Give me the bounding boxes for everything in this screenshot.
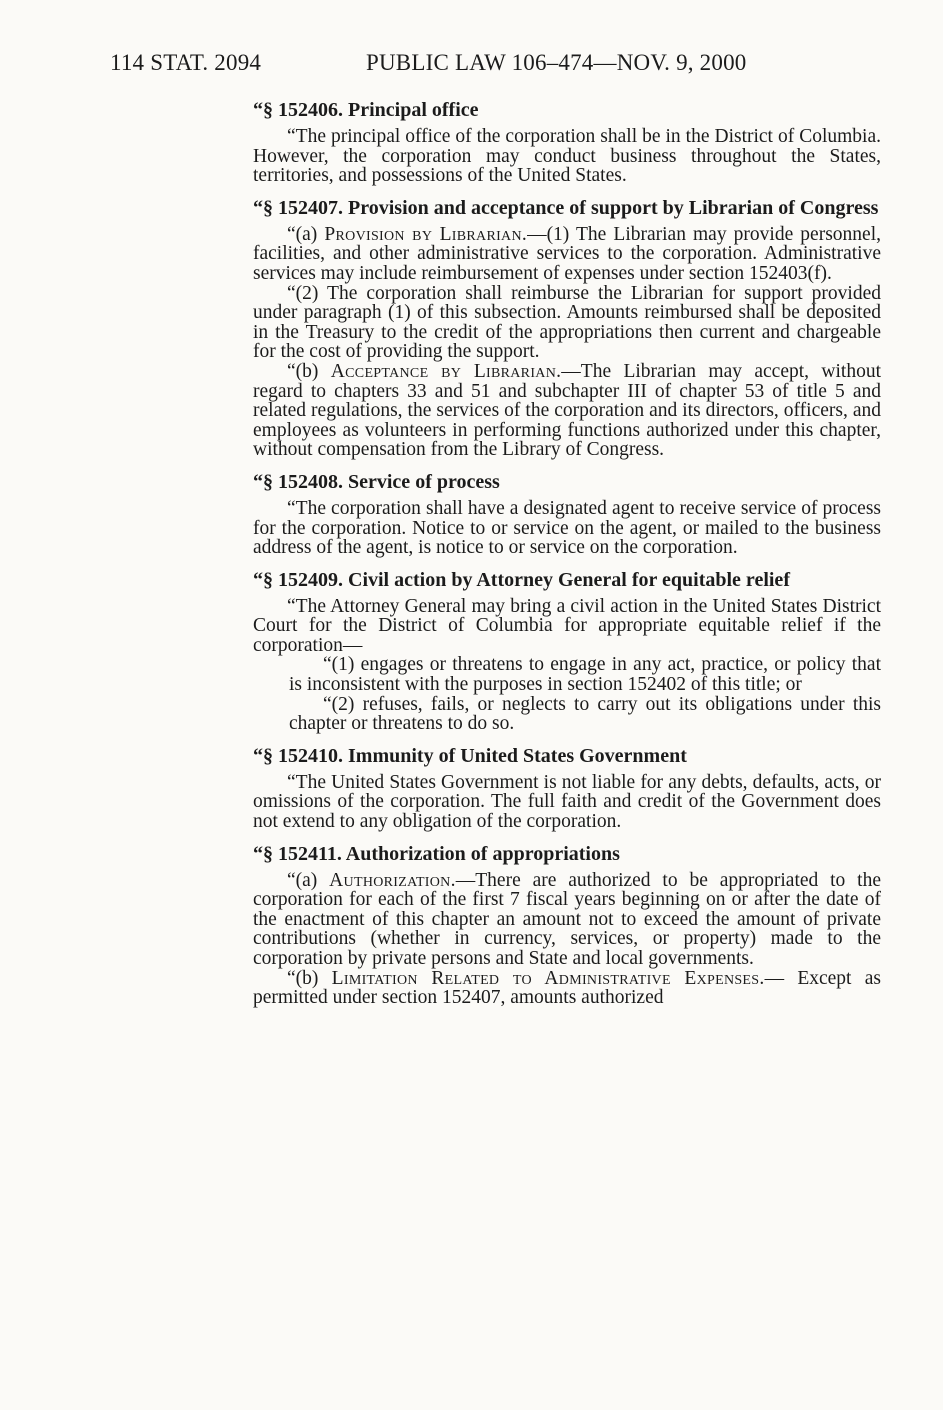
subsection-lead: “(a) [287, 223, 325, 245]
subsection-b [253, 969, 881, 1008]
section-152411 [253, 844, 881, 1008]
subsection-heading: Authorization. [329, 869, 456, 891]
paragraph: “The Attorney General may bring a civil action in the United States District Court for the District of Columbia for appropriate equitable relief if the corporation— [253, 595, 881, 656]
paragraph: “The principal office of the corporation shall be in the District of Columbia. However, the corporation may conduct business throughout the States, territories, and possessions of the United States. [253, 126, 881, 187]
statute-page-number: 114 STAT. 2094 [110, 50, 262, 75]
subsection-lead: “(b) [287, 360, 331, 382]
subsection-text: — Except as permitted under section 152407, amounts authorized [253, 967, 881, 1009]
document-body [253, 100, 881, 1008]
section-152407 [253, 198, 881, 460]
list-item: “(1) engages or threatens to engage in any act, practice, or policy that is inconsistent with the purposes in section 152402 of this title; or [289, 654, 881, 696]
subsection-lead: “(a) [287, 869, 330, 891]
section-152408 [253, 472, 881, 558]
section-heading: “§ 152406. Principal office [253, 99, 479, 121]
section-152406 [253, 100, 881, 186]
section-heading: “§ 152411. Authorization of appropriations [253, 842, 620, 865]
subsection-a [253, 225, 881, 284]
subsection-lead: “(b) [287, 967, 332, 989]
subsection-text: —(1) The Librarian may provide personnel, facilities, and other administrative services to the corporation. Administrative services may include reimbursement of expenses under section 152403(f). [253, 223, 881, 284]
subsection-heading: Acceptance by Librarian. [330, 360, 562, 382]
subsection-heading: Provision by Librarian. [324, 223, 528, 245]
subsection-a [253, 871, 881, 969]
section-152410 [253, 746, 881, 832]
subsection-text: —The Librarian may accept, without regard to chapters 33 and 51 and subchapter III of chapter 53 of title 5 and related regulations, the services of the corporation and its directors, officers, and employees as volunteers in performing functions authorized under this chapter, without compensation from the Library of Congress. [253, 360, 881, 461]
section-heading: “§ 152409. Civil action by Attorney General for equitable relief [253, 568, 790, 591]
paragraph-2: “(2) The corporation shall reimburse the Librarian for support provided under paragraph (1) of this subsection. Amounts reimbursed shall be deposited in the Treasury to the credit of the appropriations then current and chargeable for the cost of providing the support. [253, 282, 881, 363]
public-law-citation: PUBLIC LAW 106–474—NOV. 9, 2000 [366, 50, 747, 75]
subsection-b [253, 362, 881, 460]
section-heading: “§ 152408. Service of process [253, 470, 500, 493]
section-152409 [253, 570, 881, 734]
section-heading: “§ 152410. Immunity of United States Government [253, 744, 687, 767]
running-header [110, 50, 770, 82]
list-item: “(2) refuses, fails, or neglects to carry out its obligations under this chapter or threatens to do so. [289, 693, 881, 735]
subsection-heading: Limitation Related to Administrative Expenses. [331, 967, 765, 989]
section-heading: “§ 152407. Provision and acceptance of support by Librarian of Congress [253, 196, 879, 219]
subsection-text: —There are authorized to be appropriated to the corporation for each of the first 7 fiscal years beginning on or after the date of the enactment of this chapter an amount not to exceed the amount of private contributions (whether in currency, services, or property) made to the corporation by private persons and State and local governments. [253, 869, 881, 969]
paragraph: “The United States Government is not liable for any debts, defaults, acts, or omissions of the corporation. The full faith and credit of the Government does not extend to any obligation of the corporation. [253, 771, 881, 833]
paragraph: “The corporation shall have a designated agent to receive service of process for the corporation. Notice to or service on the agent, or mailed to the business address of the agent, is notice to or service on the corporation. [253, 497, 881, 559]
